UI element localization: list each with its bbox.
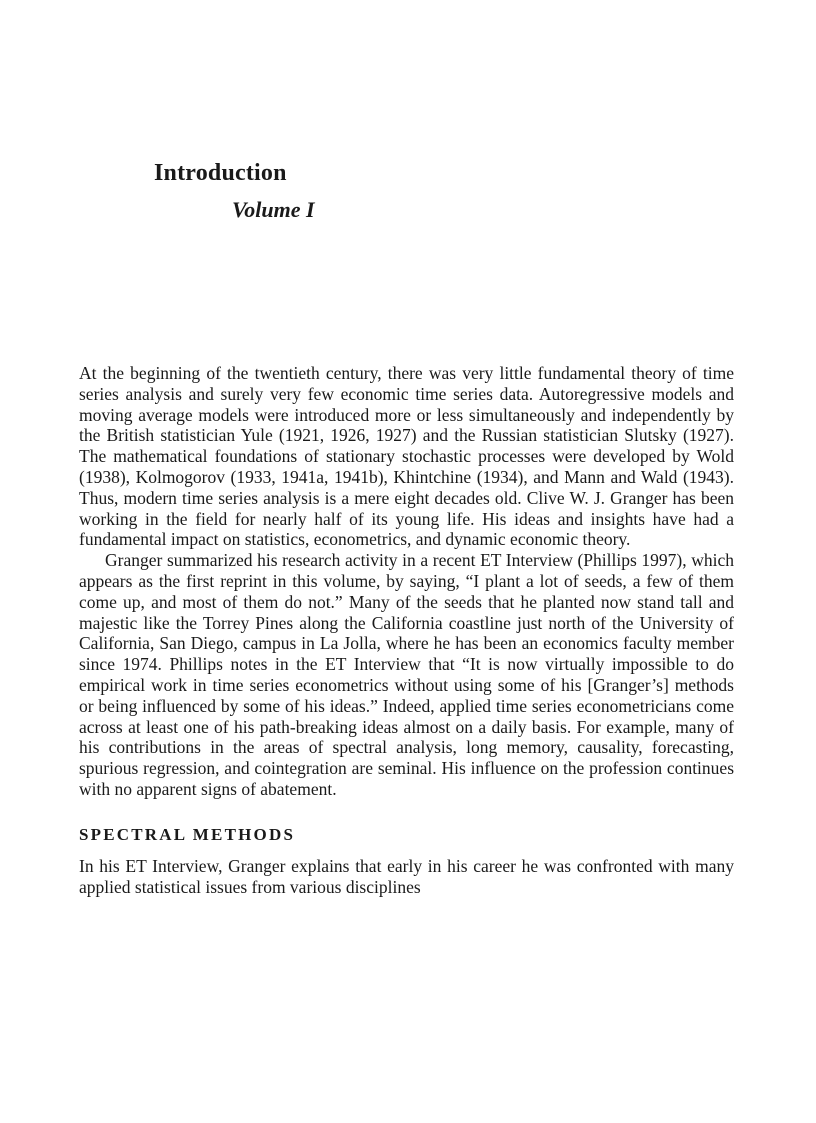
intro-paragraph-1: At the beginning of the twentieth century, there was very little fundamental theory of time series analysis and surely very few economic time series data. Autoregressive models and moving average models were introduced more or less simultaneously and independently by the British statistician Yule (1921, 1926, 1927) and the Russian statistician Slutsky (1927). The mathematical foundations of stationary stochastic processes were developed by Wold (1938), Kolmogorov (1933, 1941a, 1941b), Khintchine (1934), and Mann and Wald (1943). Thus, modern time series analysis is a mere eight decades old. Clive W. J. Granger has been working in the field for nearly half of its young life. His ideas and insights have had a fundamental impact on statistics, econometrics, and dynamic economic theory. [79,363,734,550]
body-text [79,363,734,897]
intro-paragraph-2: Granger summarized his research activity in a recent ET Interview (Phillips 1997), which appears as the first reprint in this volume, by saying, “I plant a lot of seeds, a few of them come up, and most of them do not.” Many of the seeds that he planted now stand tall and majestic like the Torrey Pines along the California coastline just north of the University of California, San Diego, campus in La Jolla, where he has been an economics faculty member since 1974. Phillips notes in the ET Interview that “It is now virtually impossible to do empirical work in time series econometrics without using some of his [Granger’s] methods or being influenced by some of his ideas.” Indeed, applied time series econometricians come across at least one of his path-breaking ideas almost on a daily basis. For example, many of his contributions in the areas of spectral analysis, long memory, causality, forecasting, spurious regression, and cointegration are seminal. His influence on the profession continues with no apparent signs of abatement. [79,550,734,799]
chapter-subtitle: Volume I [232,197,315,222]
section-heading: SPECTRAL METHODS [79,824,296,844]
section-paragraph: In his ET Interview, Granger explains that early in his career he was confronted with many applied statistical issues from various disciplines [79,855,734,897]
chapter-title: Introduction [154,160,287,186]
